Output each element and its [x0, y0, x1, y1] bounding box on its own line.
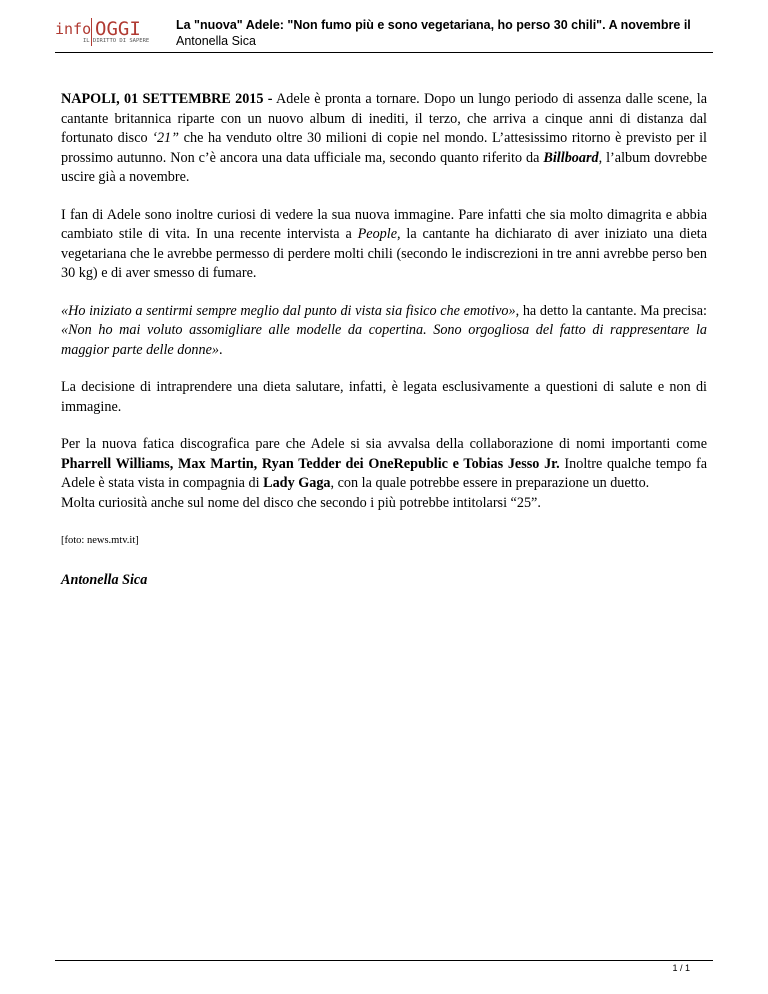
quote-2: «Non ho mai voluto assomigliare alle modelle da copertina. Sono orgogliosa del fatto di rappresentare la maggior parte delle donne» — [61, 322, 707, 358]
logo-oggi-text: OGGI — [95, 18, 141, 40]
lady-gaga-name: Lady Gaga — [263, 475, 331, 491]
paragraph-text: I fan di Adele sono inoltre curiosi di vedere la sua nuova immagine. Pare infatti che sia molto dimagrita e abbia cambiato stile di vita. In una recente intervista a — [61, 206, 707, 242]
paragraph-text: , l’album dovrebbe uscire già a novembre. — [61, 149, 708, 185]
people-name: People — [357, 226, 398, 242]
quote-1: «Ho iniziato a sentirmi sempre meglio dal punto di vista sia fisico che emotivo» — [61, 302, 516, 319]
header-rule — [55, 52, 713, 53]
paragraph-text: . — [219, 341, 223, 358]
paragraph-2 — [61, 206, 707, 284]
infooggi-logo — [55, 16, 165, 52]
header-text — [176, 17, 768, 49]
page-header — [55, 14, 713, 52]
paragraph-6: Molta curiosità anche sul nome del disco che secondo i più potrebbe intitolarsi “25”. — [61, 494, 541, 511]
paragraph-1 — [61, 90, 707, 188]
paragraph-text: , la cantante ha dichiarato di aver iniziato una dieta vegetariana che le avrebbe permesso di perdere molti chili (secondo le indiscrezioni in tre anni avrebbe perso ben 30 kg) e di aver smesso di fumare. — [61, 226, 707, 281]
logo-info-text: info — [55, 20, 92, 38]
paragraph-5 — [61, 435, 707, 494]
logo-tagline: IL DIRITTO DI SAPERE — [83, 38, 150, 44]
article-body — [61, 90, 707, 608]
paragraph-text: che ha venduto oltre 30 milioni di copie nel mondo. L’attesissimo ritorno è previsto per il prossimo autunno. Non c’è ancora una data ufficiale ma, secondo quanto riferito da — [61, 130, 707, 166]
billboard-name: Billboard — [543, 149, 599, 166]
paragraph-text: , ha detto la cantante. Ma precisa: — [515, 302, 707, 319]
paragraph-3 — [61, 302, 707, 361]
paragraph-4: La decisione di intraprendere una dieta salutare, infatti, è legata esclusivamente a questioni di salute e non di immagine. — [61, 379, 707, 415]
paragraph-text: , con la quale potrebbe essere in preparazione un duetto. — [330, 475, 650, 491]
paragraph-text: Inoltre qualche tempo fa Adele è stata vista in compagnia di — [61, 455, 707, 491]
album-title: ‘21” — [152, 130, 180, 146]
byline: Antonella Sica — [61, 571, 148, 588]
paragraph-text: Adele è pronta a tornare. Dopo un lungo periodo di assenza dalle scene, la cantante britannica riparte con un nuovo album di inediti, il terzo, che arriva a cinque anni di distanza dal fortunato disco — [61, 91, 707, 146]
header-author: Antonella Sica — [176, 34, 256, 48]
article-title: La "nuova" Adele: "Non fumo più e sono vegetariana, ho perso 30 chili". A novembre il — [176, 18, 691, 32]
footer-rule — [55, 960, 713, 961]
paragraph-text: Per la nuova fatica discografica pare che Adele si sia avvalsa della collaborazione di nomi importanti come — [61, 436, 707, 452]
photo-caption: [foto: news.mtv.it] — [61, 535, 139, 546]
collaborator-names: Pharrell Williams, Max Martin, Ryan Tedder dei OneRepublic e Tobias Jesso Jr. — [61, 455, 560, 472]
dateline: NAPOLI, 01 SETTEMBRE 2015 - — [61, 91, 273, 107]
page-number: 1 / 1 — [672, 963, 690, 973]
